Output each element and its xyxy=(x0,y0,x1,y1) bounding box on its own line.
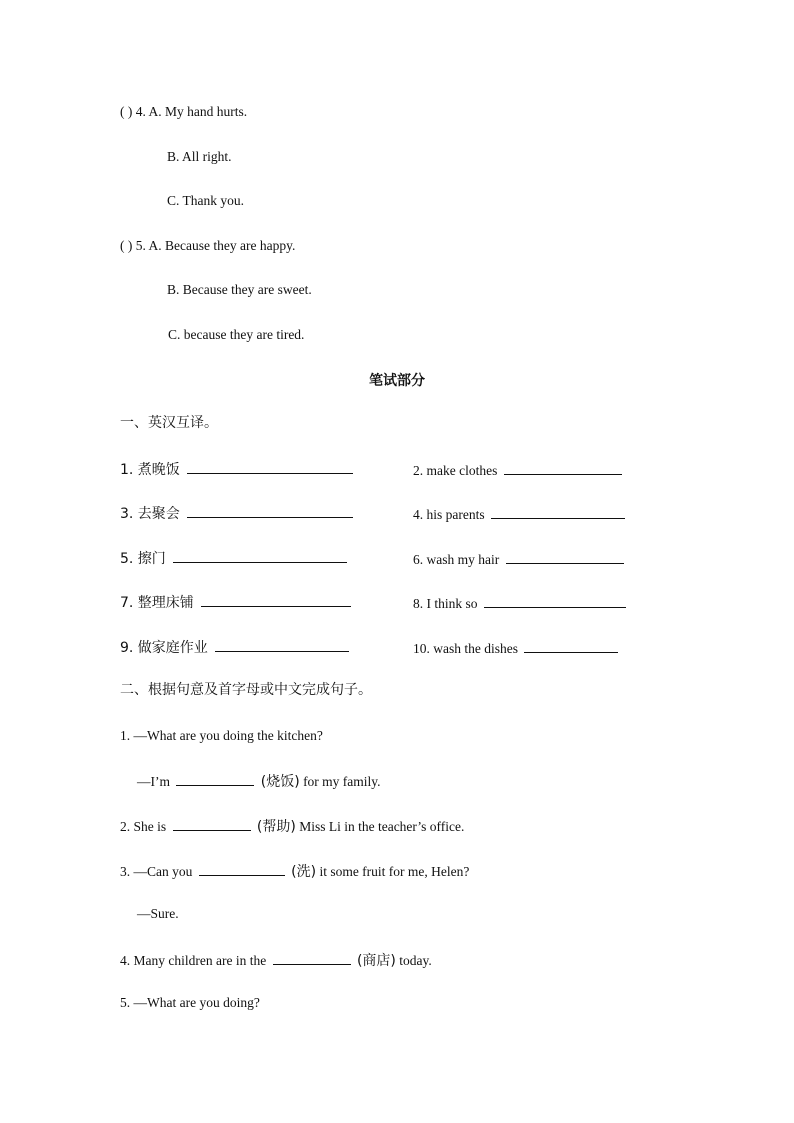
answer-blank[interactable] xyxy=(173,548,347,563)
question-number: 5. xyxy=(135,238,146,253)
answer-blank[interactable] xyxy=(491,504,625,519)
translate-item: 6. wash my hair xyxy=(413,549,627,569)
question-number: 4. xyxy=(135,104,146,119)
translate-item: 8. I think so xyxy=(413,593,629,613)
question-4 xyxy=(120,103,247,121)
sentence-4: 4. Many children are in the (商店) today. xyxy=(120,950,432,970)
option-b: B. All right. xyxy=(167,149,232,164)
section1-heading: 一、英汉互译。 xyxy=(120,415,218,431)
option-a: A. Because they are happy. xyxy=(148,238,296,253)
translate-item: 10. wash the dishes xyxy=(413,638,621,658)
translate-item: 1. 煮晚饭 xyxy=(120,459,356,479)
answer-blank[interactable] xyxy=(187,503,353,518)
sentence-1a: 1. —What are you doing the kitchen? xyxy=(120,728,323,743)
answer-blank[interactable] xyxy=(506,549,624,564)
answer-paren: ( ) xyxy=(120,238,133,253)
section2-heading: 二、根据句意及首字母或中文完成句子。 xyxy=(120,682,372,698)
option-a: A. My hand hurts. xyxy=(148,104,248,119)
answer-blank[interactable] xyxy=(176,771,254,786)
sentence-3: 3. —Can you (洗) it some fruit for me, Helen? xyxy=(120,861,469,881)
sentence-1b: —I’m (烧饭) for my family. xyxy=(137,771,381,791)
answer-blank[interactable] xyxy=(173,816,251,831)
answer-blank[interactable] xyxy=(484,593,626,608)
answer-blank[interactable] xyxy=(187,459,353,474)
translate-item: 2. make clothes xyxy=(413,460,625,480)
answer-blank[interactable] xyxy=(199,861,285,876)
option-c: C. Thank you. xyxy=(167,193,244,208)
answer-blank[interactable] xyxy=(201,592,351,607)
answer-blank[interactable] xyxy=(273,950,351,965)
translate-item: 4. his parents xyxy=(413,504,628,524)
sentence-5: 5. —What are you doing? xyxy=(120,995,260,1010)
question-5 xyxy=(120,237,295,255)
option-b: B. Because they are sweet. xyxy=(167,282,312,297)
option-c: C. because they are tired. xyxy=(168,327,305,342)
sentence-2: 2. She is (帮助) Miss Li in the teacher’s office. xyxy=(120,816,464,836)
answer-blank[interactable] xyxy=(504,460,622,475)
translate-item: 9. 做家庭作业 xyxy=(120,637,352,657)
translate-item: 3. 去聚会 xyxy=(120,503,356,523)
section-title: 笔试部分 xyxy=(369,373,425,389)
translate-item: 7. 整理床铺 xyxy=(120,592,354,612)
answer-blank[interactable] xyxy=(524,638,618,653)
answer-blank[interactable] xyxy=(215,637,349,652)
sentence-3b: —Sure. xyxy=(137,906,179,921)
answer-paren: ( ) xyxy=(120,104,133,119)
translate-item: 5. 擦门 xyxy=(120,548,350,568)
